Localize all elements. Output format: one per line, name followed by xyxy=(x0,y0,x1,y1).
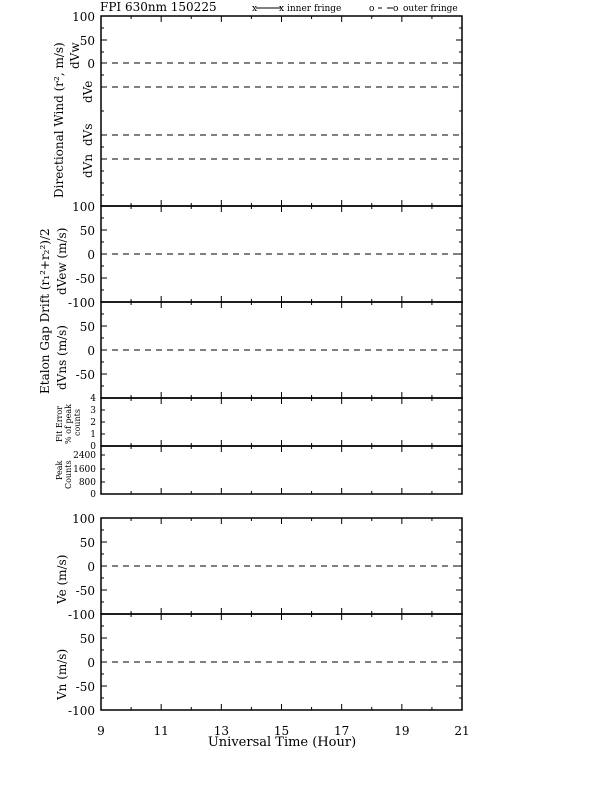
x-tick-label: 17 xyxy=(334,724,350,738)
legend-inner-marker-left: x xyxy=(252,4,258,14)
legend xyxy=(252,4,458,14)
legend-outer-marker-right: o xyxy=(393,4,399,14)
y-tick-label: 4 xyxy=(90,394,96,404)
ylabel-peak-counts-2: Counts xyxy=(64,460,73,489)
y-tick-label: -50 xyxy=(75,368,95,382)
y-tick-label: 0 xyxy=(90,442,96,452)
y-tick-label: 100 xyxy=(72,200,95,214)
y-tick-label: 1600 xyxy=(73,465,96,475)
sublabel-dvs: dVs xyxy=(81,123,95,146)
ylabel-directional-wind: Directional Wind (r², m/s) xyxy=(52,42,66,198)
y-tick-label: -50 xyxy=(75,272,95,286)
ylabel-fit-error-1: Fit Error xyxy=(55,406,64,442)
panel-peak-counts xyxy=(101,446,462,494)
y-tick-label: 1 xyxy=(90,430,96,440)
y-tick-label: 50 xyxy=(79,536,95,550)
legend-inner-marker-right: x xyxy=(279,4,285,14)
y-tick-label: 100 xyxy=(72,512,95,526)
y-tick-label: 50 xyxy=(79,34,95,48)
ylabel-etalon-gap-drift: Etalon Gap Drift (r₁²+r₂²)/2 xyxy=(38,228,52,394)
y-tick-label: -100 xyxy=(68,608,95,622)
y-tick-label: 0 xyxy=(90,490,96,500)
sublabel-dve: dVe xyxy=(81,80,95,103)
sublabel-dvew: dVew (m/s) xyxy=(55,227,69,295)
y-tick-label: -50 xyxy=(75,680,95,694)
x-tick-label: 9 xyxy=(97,724,105,738)
y-tick-label: -50 xyxy=(75,584,95,598)
ylabel-fit-error-3: counts xyxy=(73,409,82,436)
x-tick-label: 19 xyxy=(394,724,410,738)
y-tick-marks xyxy=(101,16,462,698)
x-tick-label: 21 xyxy=(454,724,470,738)
y-tick-label: 800 xyxy=(78,478,96,488)
ylabel-ve: Ve (m/s) xyxy=(55,554,69,604)
y-tick-label: 50 xyxy=(79,320,95,334)
panel-fit-error xyxy=(101,398,462,446)
y-tick-label: -100 xyxy=(68,296,95,310)
x-axis-label: Universal Time (Hour) xyxy=(207,735,357,750)
zero-lines xyxy=(101,63,462,662)
y-tick-label: 0 xyxy=(87,560,95,574)
y-tick-labels-lower xyxy=(68,512,95,718)
panel-directional-wind xyxy=(101,16,462,206)
ylabel-vn: Vn (m/s) xyxy=(55,648,69,700)
sublabel-dvn: dVn xyxy=(81,153,95,178)
x-tick-marks xyxy=(101,16,462,710)
legend-outer-label: outer fringe xyxy=(403,4,458,14)
figure-title: FPI 630nm 150225 xyxy=(100,0,217,14)
y-tick-label: 0 xyxy=(87,656,95,670)
y-tick-label: 0 xyxy=(87,57,95,71)
y-tick-label: 0 xyxy=(87,344,95,358)
sublabel-dvw: dVw xyxy=(68,42,82,69)
panel-frames xyxy=(101,16,462,710)
x-tick-label: 11 xyxy=(153,724,169,738)
ylabel-fit-error-2: % of peak xyxy=(64,404,73,444)
y-tick-label: 0 xyxy=(87,248,95,262)
y-tick-label: 2400 xyxy=(73,451,96,461)
y-tick-label: 100 xyxy=(72,10,95,24)
y-tick-label: 50 xyxy=(79,224,95,238)
legend-outer-marker-left: o xyxy=(369,4,375,14)
ylabel-peak-counts-1: Peak xyxy=(55,460,64,480)
y-tick-label: 3 xyxy=(90,406,96,416)
y-tick-label: -100 xyxy=(68,704,95,718)
y-tick-label: 2 xyxy=(90,418,96,428)
y-tick-label: 50 xyxy=(79,632,95,646)
x-tick-label: 15 xyxy=(273,724,290,738)
x-tick-label: 13 xyxy=(213,724,229,738)
legend-inner-label: inner fringe xyxy=(287,4,342,14)
sublabel-dvns: dVns (m/s) xyxy=(55,325,69,390)
